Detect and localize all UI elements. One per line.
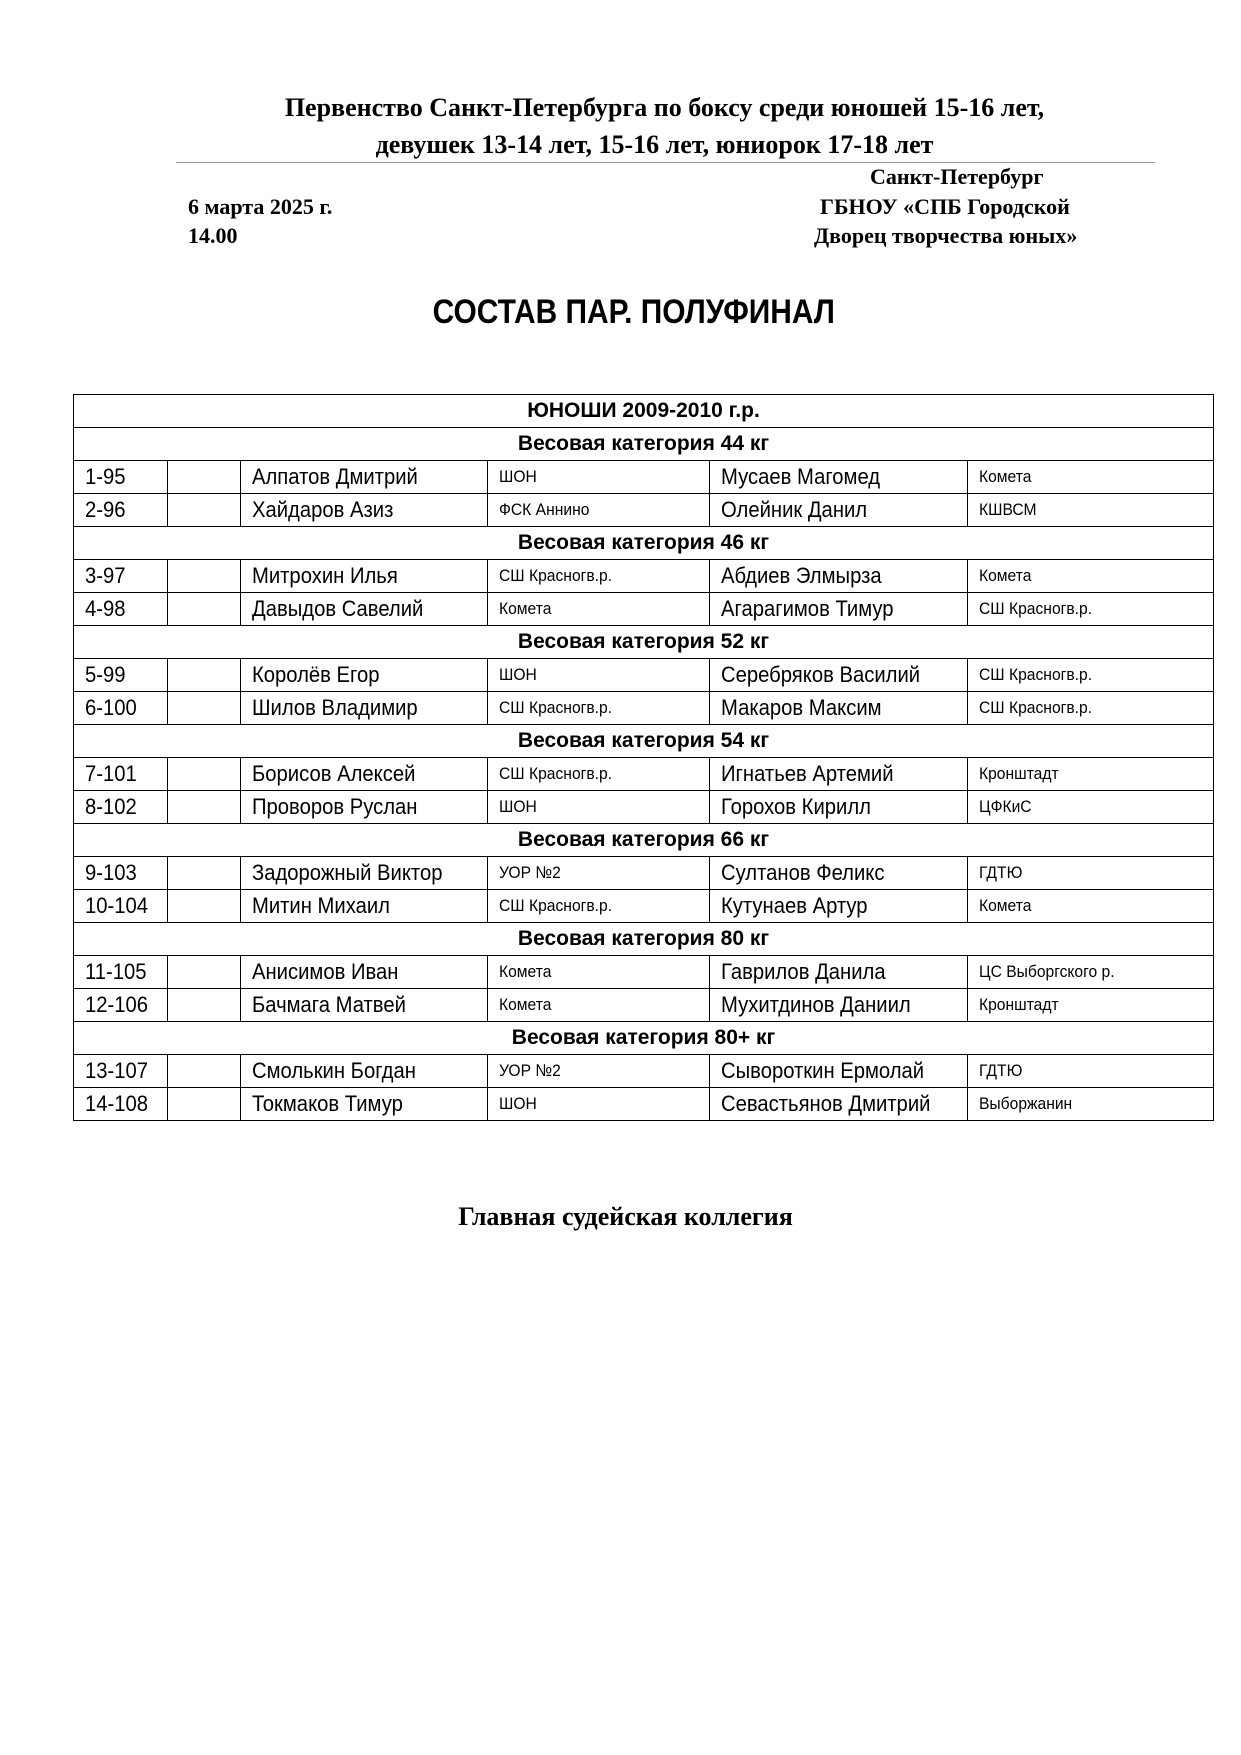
weight-category-row [74,725,1214,758]
red-corner-name [241,1088,488,1121]
red-corner-club [488,791,710,824]
weight-category-row [74,527,1214,560]
red-corner-name-text: Алпатов Дмитрий [252,464,418,489]
blue-corner-name-text: Мухитдинов Даниил [721,992,911,1017]
weight-category-row [74,428,1214,461]
pair-mark [168,593,241,626]
blue-corner-club [968,494,1214,527]
blue-corner-name-text: Игнатьев Артемий [721,761,894,786]
pair-mark [168,956,241,989]
red-corner-club [488,857,710,890]
pair-mark [168,494,241,527]
red-corner-name-text: Бачмага Матвей [252,992,406,1017]
blue-corner-name [710,659,968,692]
blue-corner-name-text: Горохов Кирилл [721,794,871,819]
page-heading: СОСТАВ ПАР. ПОЛУФИНАЛ [432,293,835,331]
pair-number-text: 1-95 [85,464,126,489]
blue-corner-name [710,890,968,923]
pair-number-text: 2-96 [85,497,126,522]
red-corner-club [488,659,710,692]
pair-row [74,593,1214,626]
pair-number-text: 14-108 [85,1091,149,1116]
red-corner-club [488,1055,710,1088]
pair-number [74,890,168,923]
pair-mark [168,461,241,494]
red-corner-name-text: Митин Михаил [252,893,390,918]
blue-corner-club [968,857,1214,890]
blue-corner-club-text: КШВСМ [979,500,1037,519]
red-corner-name [241,791,488,824]
red-corner-club [488,461,710,494]
red-corner-name [241,1055,488,1088]
blue-corner-club [968,758,1214,791]
pairs-table [73,394,1214,1121]
blue-corner-club [968,890,1214,923]
blue-corner-club-text: Комета [979,467,1032,486]
group-title-row [74,395,1214,428]
pair-mark [168,791,241,824]
pair-row [74,857,1214,890]
pair-mark [168,857,241,890]
red-corner-name [241,560,488,593]
pair-number-text: 9-103 [85,860,137,885]
red-corner-club [488,956,710,989]
red-corner-name-text: Задорожный Виктор [252,860,443,885]
pair-number-text: 6-100 [85,695,137,720]
red-corner-name-text: Проворов Руслан [252,794,418,819]
blue-corner-name [710,989,968,1022]
blue-corner-name-text: Олейник Данил [721,497,868,522]
blue-corner-name [710,1055,968,1088]
pair-mark [168,560,241,593]
red-corner-name-text: Анисимов Иван [252,959,399,984]
blue-corner-club [968,989,1214,1022]
blue-corner-club-text: СШ Красногв.р. [979,599,1093,618]
pair-number [74,494,168,527]
red-corner-club-text: ШОН [499,467,537,486]
weight-category-label: Весовая категория 52 кг [74,626,1214,659]
pair-number-text: 11-105 [85,959,147,984]
blue-corner-name-text: Кутунаев Артур [721,893,868,918]
pair-number-text: 5-99 [85,662,126,687]
pair-row [74,692,1214,725]
red-corner-name [241,692,488,725]
blue-corner-name [710,560,968,593]
pair-number [74,758,168,791]
red-corner-club-text: ШОН [499,797,537,816]
pair-number [74,956,168,989]
blue-corner-club-text: Выборжанин [979,1094,1073,1113]
blue-corner-name [710,791,968,824]
weight-category-row [74,1022,1214,1055]
red-corner-club-text: УОР №2 [499,863,561,882]
red-corner-name [241,593,488,626]
pair-number [74,989,168,1022]
weight-category-row [74,923,1214,956]
pair-number [74,1055,168,1088]
blue-corner-club [968,1088,1214,1121]
pair-row [74,461,1214,494]
pair-row [74,956,1214,989]
red-corner-name-text: Борисов Алексей [252,761,416,786]
red-corner-club [488,692,710,725]
red-corner-club-text: СШ Красногв.р. [499,896,613,915]
red-corner-name-text: Шилов Владимир [252,695,418,720]
pair-number [74,791,168,824]
pair-mark [168,659,241,692]
venue-line2: Дворец творчества юных» [814,223,1078,248]
blue-corner-club-text: Комета [979,896,1032,915]
red-corner-name [241,659,488,692]
blue-corner-club [968,593,1214,626]
red-corner-club-text: ШОН [499,1094,537,1113]
red-corner-name [241,461,488,494]
weight-category-label: Весовая категория 66 кг [74,824,1214,857]
pair-number [74,1088,168,1121]
red-corner-club [488,1088,710,1121]
pair-row [74,989,1214,1022]
blue-corner-club-text: ГДТЮ [979,1061,1023,1080]
red-corner-club [488,758,710,791]
blue-corner-club-text: Кронштадт [979,995,1059,1014]
blue-corner-name [710,1088,968,1121]
pair-number [74,659,168,692]
blue-corner-club [968,956,1214,989]
pair-number [74,692,168,725]
red-corner-club-text: СШ Красногв.р. [499,698,613,717]
red-corner-club [488,593,710,626]
judges-signature: Главная судейская коллегия [458,1202,793,1231]
pair-row [74,890,1214,923]
red-corner-club-text: СШ Красногв.р. [499,566,613,585]
city-label: Санкт-Петербург [870,164,1044,189]
blue-corner-club-text: Кронштадт [979,764,1059,783]
pair-number-text: 8-102 [85,794,137,819]
red-corner-name-text: Давыдов Савелий [252,596,424,621]
pair-number [74,560,168,593]
header-divider [176,162,1155,163]
red-corner-name [241,857,488,890]
pair-number-text: 12-106 [85,992,149,1017]
pair-row [74,560,1214,593]
blue-corner-name [710,593,968,626]
blue-corner-name [710,758,968,791]
blue-corner-club-text: ЦФКиС [979,797,1032,816]
red-corner-name-text: Митрохин Илья [252,563,398,588]
blue-corner-club [968,692,1214,725]
blue-corner-club-text: ГДТЮ [979,863,1023,882]
blue-corner-club-text: ЦС Выборгского р. [979,962,1115,981]
blue-corner-club [968,461,1214,494]
pair-mark [168,1088,241,1121]
blue-corner-name-text: Султанов Феликс [721,860,885,885]
red-corner-club-text: Комета [499,599,552,618]
blue-corner-name-text: Мусаев Магомед [721,464,881,489]
pair-number-text: 10-104 [85,893,149,918]
blue-corner-name-text: Севастьянов Дмитрий [721,1091,931,1116]
blue-corner-club-text: СШ Красногв.р. [979,698,1093,717]
pair-row [74,791,1214,824]
red-corner-club-text: СШ Красногв.р. [499,764,613,783]
pair-number-text: 3-97 [85,563,126,588]
blue-corner-club-text: СШ Красногв.р. [979,665,1093,684]
pair-row [74,758,1214,791]
venue-line1: ГБНОУ «СПБ Городской [820,194,1070,219]
red-corner-name [241,494,488,527]
pair-number-text: 13-107 [85,1058,149,1083]
red-corner-club-text: ШОН [499,665,537,684]
pair-mark [168,890,241,923]
blue-corner-name [710,494,968,527]
pair-number [74,857,168,890]
pair-row [74,659,1214,692]
blue-corner-club [968,560,1214,593]
red-corner-club [488,560,710,593]
blue-corner-name-text: Агарагимов Тимур [721,596,894,621]
red-corner-name-text: Смолькин Богдан [252,1058,416,1083]
weight-category-label: Весовая категория 54 кг [74,725,1214,758]
blue-corner-club [968,1055,1214,1088]
red-corner-club-text: ФСК Аннино [499,500,590,519]
blue-corner-name [710,956,968,989]
red-corner-name [241,758,488,791]
document-title-line1: Первенство Санкт-Петербурга по боксу среди юношей 15-16 лет, [284,93,1045,122]
red-corner-name-text: Королёв Егор [252,662,380,687]
event-date: 6 марта 2025 г. [188,194,333,219]
red-corner-club-text: Комета [499,962,552,981]
pair-row [74,494,1214,527]
pair-mark [168,1055,241,1088]
weight-category-label: Весовая категория 80+ кг [74,1022,1214,1055]
red-corner-club [488,890,710,923]
weight-category-label: Весовая категория 80 кг [74,923,1214,956]
pair-row [74,1088,1214,1121]
red-corner-club [488,494,710,527]
blue-corner-name-text: Абдиев Элмырза [721,563,882,588]
pair-number [74,593,168,626]
blue-corner-club-text: Комета [979,566,1032,585]
blue-corner-name-text: Макаров Максим [721,695,882,720]
pair-mark [168,758,241,791]
red-corner-club [488,989,710,1022]
pair-mark [168,692,241,725]
event-time: 14.00 [188,223,238,248]
weight-category-label: Весовая категория 46 кг [74,527,1214,560]
red-corner-name [241,989,488,1022]
weight-category-label: Весовая категория 44 кг [74,428,1214,461]
red-corner-name-text: Токмаков Тимур [252,1091,403,1116]
pair-mark [168,989,241,1022]
blue-corner-name [710,692,968,725]
blue-corner-name [710,461,968,494]
red-corner-name-text: Хайдаров Азиз [252,497,394,522]
blue-corner-name-text: Сывороткин Ермолай [721,1058,925,1083]
red-corner-club-text: Комета [499,995,552,1014]
group-title: ЮНОШИ 2009-2010 г.р. [74,395,1214,428]
red-corner-name [241,890,488,923]
weight-category-row [74,626,1214,659]
document-title-line2: девушек 13-14 лет, 15-16 лет, юниорок 17-18 лет [375,130,934,159]
pair-number-text: 7-101 [85,761,137,786]
blue-corner-club [968,791,1214,824]
red-corner-club-text: УОР №2 [499,1061,561,1080]
blue-corner-name-text: Серебряков Василий [721,662,921,687]
red-corner-name [241,956,488,989]
weight-category-row [74,824,1214,857]
pair-number [74,461,168,494]
pair-row [74,1055,1214,1088]
blue-corner-name [710,857,968,890]
pair-number-text: 4-98 [85,596,126,621]
blue-corner-name-text: Гаврилов Данила [721,959,886,984]
blue-corner-club [968,659,1214,692]
